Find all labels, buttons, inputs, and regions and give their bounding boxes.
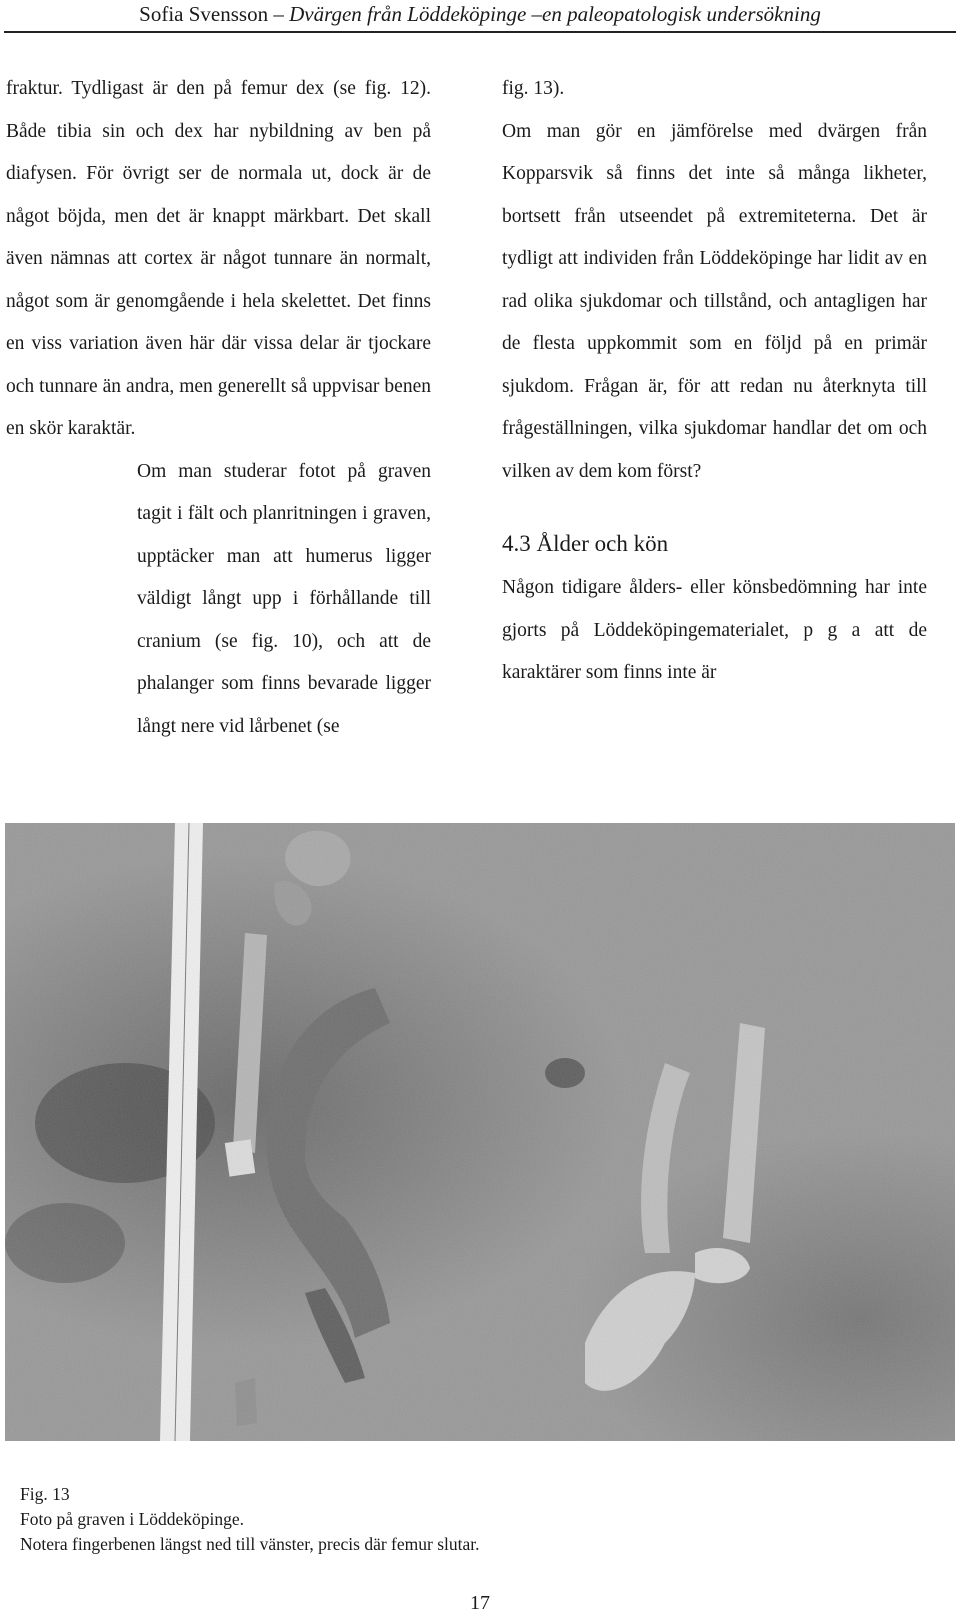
left-paragraph-1: fraktur. Tydligast är den på femur dex (se fig. 12). Både tibia sin och dex har nybildning av ben på diafysen. För övrigt ser de normala ut, dock är de något böjda, men det är knappt märkbart. Det skall även nämnas att cortex är något tunnare än normalt, något som är genomgående i hela skelettet. Det finns en viss variation även här där vissa delar är tjockare och tunnare än andra, men generellt så uppvisar benen en skör karaktär. [6, 78, 431, 439]
section-heading: 4.3 Ålder och kön [502, 531, 669, 556]
figure-caption [20, 1482, 480, 1557]
running-header [0, 0, 960, 30]
figure-note: Notera fingerbenen längst ned till vänster, precis där femur slutar. [20, 1534, 480, 1554]
right-paragraph-1: fig. 13). [502, 78, 565, 99]
right-paragraph-2: Om man gör en jämförelse med dvärgen från Kopparsvik så finns det inte så många likheter, bortsett från utseendet på extremiteterna. Det är tydligt att individen från Löddeköpinge har lidit av en rad olika sjukdomar och tillstånd, och antagligen har de flesta uppkommit som en följd på en primär sjukdom. Frågan är, för att redan nu återknyta till frågeställningen, vilka sjukdomar handlar det om och vilken av dem kom först? [502, 120, 927, 482]
header-separator: – [268, 2, 290, 26]
figure-number: Fig. 13 [20, 1484, 70, 1504]
left-column [6, 68, 431, 748]
grave-photo [5, 823, 955, 1441]
right-column [502, 68, 927, 695]
header-rule [4, 31, 956, 33]
figure-description: Foto på graven i Löddeköpinge. [20, 1509, 245, 1529]
left-paragraph-2: Om man studerar fotot på graven tagit i fält och planritningen i graven, upptäcker man att humerus ligger väldigt långt upp i förhållande till cranium (se fig. 10), och att de phalanger som finns bevarade ligger långt nere vid lårbenet (se [137, 460, 431, 737]
header-title: Dvärgen från Löddeköpinge –en paleopatologisk undersökning [289, 2, 821, 26]
page-number: 17 [470, 1592, 490, 1614]
right-paragraph-3: Någon tidigare ålders- eller könsbedömning har inte gjorts på Löddeköpingematerialet, p g a att de karaktärer som finns inte är [502, 577, 927, 683]
header-author: Sofia Svensson [139, 2, 269, 26]
